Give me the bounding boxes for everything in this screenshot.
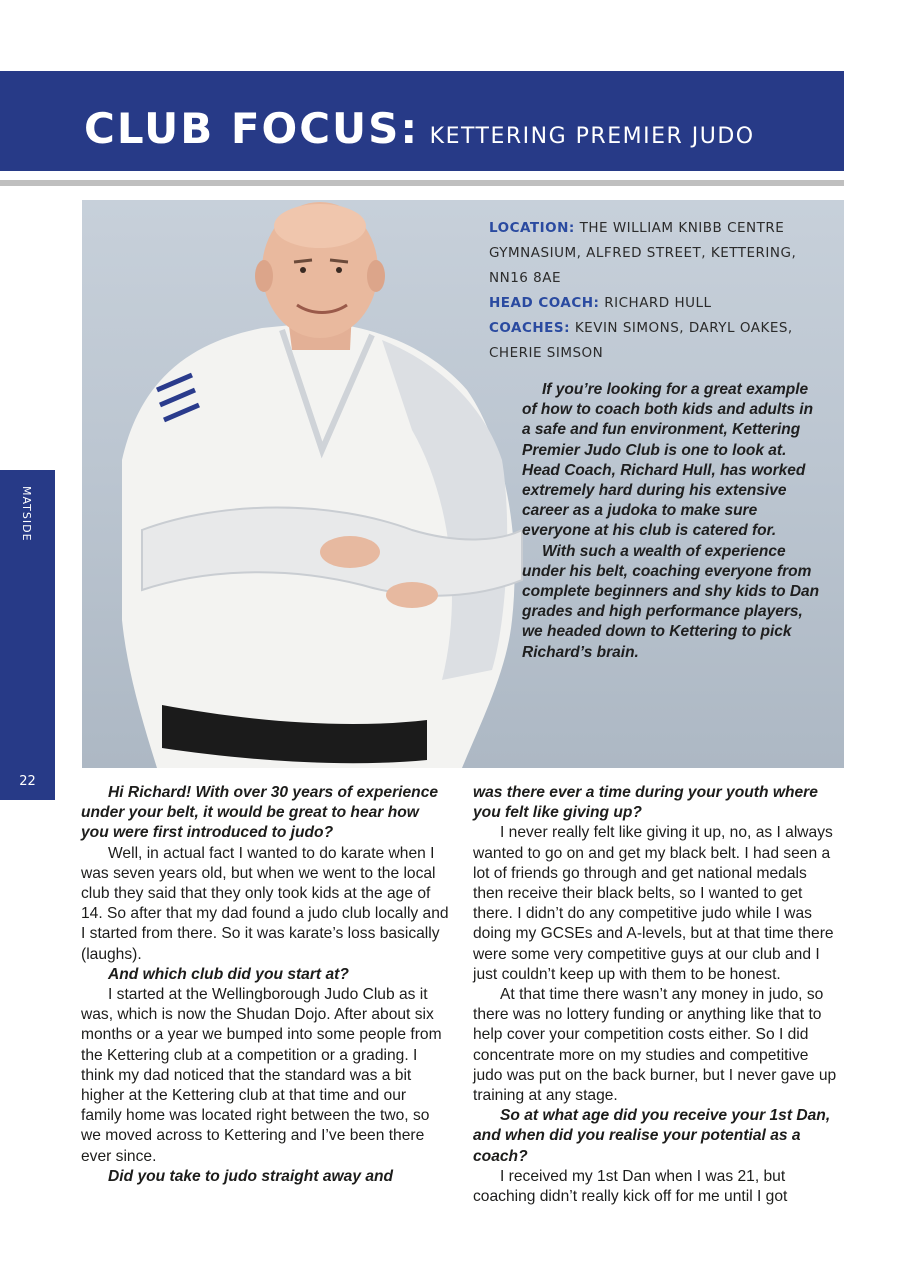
head-coach-label: HEAD COACH:: [489, 295, 600, 311]
head-coach-value: RICHARD HULL: [604, 295, 712, 311]
head-coach-line: [489, 291, 834, 316]
location-line-2: GYMNASIUM, ALFRED STREET, KETTERING,: [489, 245, 797, 261]
question: And which club did you start at?: [108, 965, 349, 983]
header-divider: [0, 180, 844, 186]
answer: I never really felt like giving it up, no, as I always wanted to go on and get my black belt. I had seen a lot of friends go through and get national medals then receive their black belts, so I wanted to get there. I didn’t do any competitive judo while I was doing my GCSEs and A-levels, but at that time there were some very competitive guys at our club and I just couldn’t keep up with them to be honest.: [473, 824, 834, 983]
club-info: [489, 216, 834, 366]
intro-standfirst: [522, 380, 822, 663]
page-title: [84, 104, 755, 153]
coaches-line-2: CHERIE SIMSON: [489, 345, 604, 361]
intro-paragraph: If you’re looking for a great example of how to coach both kids and adults in a safe and fun environment, Kettering Premier Judo Club is one to look at. Head Coach, Richard Hull, has worked extremely hard during his extensive career as a judoka to make sure everyone at his club is catered for.: [522, 381, 814, 540]
coaches-value-1: KEVIN SIMONS, DARYL OAKES,: [574, 320, 793, 336]
question: Hi Richard! With over 30 years of experience under your belt, it would be great to hear how you were first introduced to judo?: [81, 784, 439, 842]
location-label: LOCATION:: [489, 220, 575, 236]
answer: I received my 1st Dan when I was 21, but coaching didn’t really kick off for me until I got: [473, 1167, 788, 1206]
location-value-1: THE WILLIAM KNIBB CENTRE: [579, 220, 785, 236]
title-subtitle: KETTERING PREMIER JUDO: [429, 124, 755, 149]
coaches-line-1: [489, 316, 834, 341]
page-number: 22: [19, 774, 36, 789]
coaches-label: COACHES:: [489, 320, 571, 336]
location-line-3: NN16 8AE: [489, 270, 562, 286]
intro-paragraph: With such a wealth of experience under his belt, coaching everyone from complete beginners and shy kids to Dan grades and high performance players, we headed down to Kettering to pick Richard’s brain.: [522, 542, 820, 661]
section-label: MATSIDE: [20, 486, 33, 542]
article-column-left: [81, 783, 449, 1187]
question: Did you take to judo straight away and: [108, 1167, 394, 1185]
title-strong: CLUB FOCUS:: [84, 104, 420, 153]
answer: At that time there wasn’t any money in judo, so there was no lottery funding or anything like that to help cover your competition costs either. So I did concentrate more on my studies and competitive judo was put on the back burner, but I never gave up training at any stage.: [473, 986, 837, 1105]
article-column-right: [473, 783, 841, 1207]
answer: I started at the Wellingborough Judo Club as it was, which is now the Shudan Dojo. After about six months or a year we bumped into some people from the Kettering club at a competition or a grading. I think my dad noticed that the standard was a bit higher at the Kettering club at that time and our family home was located right between the two, so we moved across to Kettering and I’ve been there ever since.: [81, 986, 442, 1165]
location-line-1: [489, 216, 834, 241]
question-continued: was there ever a time during your youth where you felt like giving up?: [473, 784, 818, 822]
question: So at what age did you receive your 1st Dan, and when did you realise your potential as a coach?: [473, 1107, 831, 1165]
coach-photo: [82, 200, 844, 768]
answer: Well, in actual fact I wanted to do karate when I was seven years old, but when we went to the local club they said that they only took kids at the age of 14. So after that my dad found a judo club locally and I started from there. So it was karate’s loss basically (laughs).: [81, 844, 449, 963]
